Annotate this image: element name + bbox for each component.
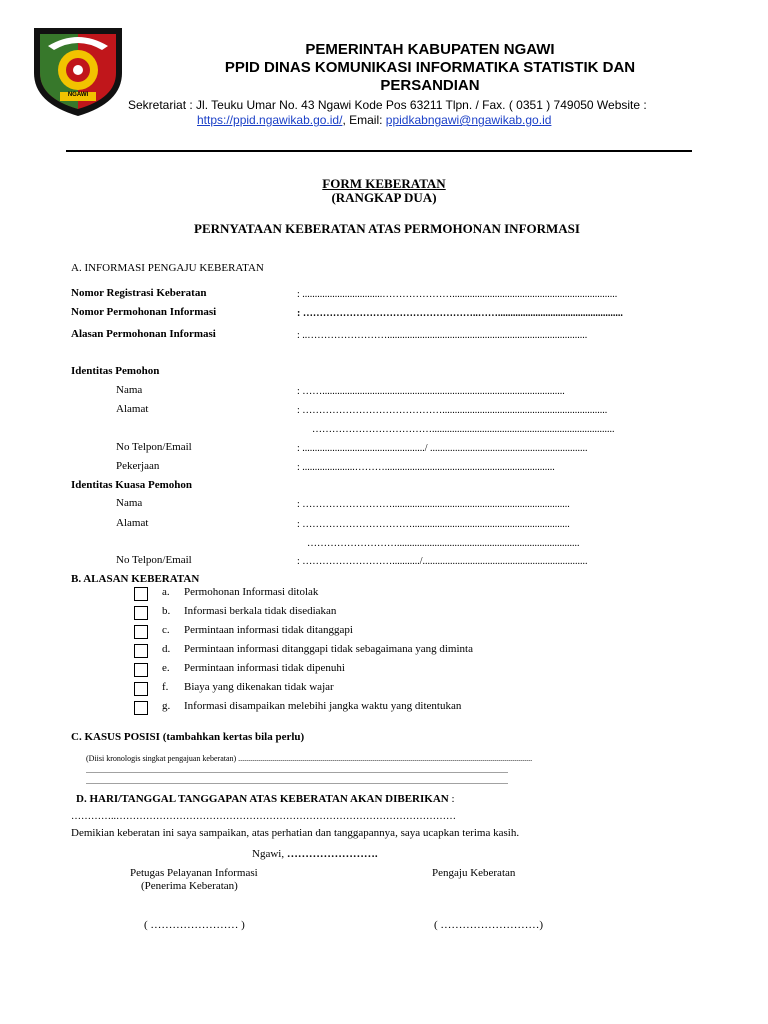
section-d-heading: D. HARI/TANGGAL TANGGAPAN ATAS KEBERATAN AKAN DIBERIKAN <box>76 793 449 805</box>
reason-text-b: Informasi berkala tidak disediakan <box>184 605 337 617</box>
section-b-heading: B. ALASAN KEBERATAN <box>71 573 200 585</box>
ngawi-crest-icon <box>28 18 128 118</box>
reason-text-f: Biaya yang dikenakan tidak wajar <box>184 681 334 693</box>
kuasa-nama-label: Nama <box>116 497 143 509</box>
signature-left-field[interactable]: ( …………………… ) <box>144 919 245 931</box>
website-link[interactable]: https://ppid.ngawikab.go.id/ <box>197 113 343 127</box>
checkbox-reason-b[interactable] <box>134 606 148 620</box>
reason-text-e: Permintaan informasi tidak dipenuhi <box>184 662 345 674</box>
reason-letter-a: a. <box>162 586 170 598</box>
header-line1: PEMERINTAH KABUPATEN NGAWI <box>305 41 555 58</box>
kuasa-telp-field[interactable]: : ……………………….........../.................................................................. <box>297 556 588 567</box>
header-line3: PERSANDIAN <box>380 77 480 94</box>
kuasa-heading: Identitas Kuasa Pemohon <box>71 479 193 491</box>
statement-title: PERNYATAAN KEBERATAN ATAS PERMOHONAN INFORMASI <box>194 221 580 236</box>
section-c-note[interactable]: (Diisi kronologis singkat pengajuan keberatan) ................................................................................................................................................... <box>86 754 533 763</box>
reason-text-g: Informasi disampaikan melebihi jangka waktu yang ditentukan <box>184 700 462 712</box>
place-date-label: Ngawi, <box>252 848 287 860</box>
checkbox-reason-e[interactable] <box>134 663 148 677</box>
section-a-heading: A. INFORMASI PENGAJU KEBERATAN <box>71 262 264 274</box>
section-c-heading: C. KASUS POSISI (tambahkan kertas bila perlu) <box>71 731 305 743</box>
email-label: , Email: <box>342 113 386 127</box>
section-d-field[interactable]: …………..………………………………………………………………………………………… <box>71 811 456 822</box>
checkbox-reason-a[interactable] <box>134 587 148 601</box>
signature-right-title: Pengaju Keberatan <box>432 867 516 879</box>
registrasi-label: Nomor Registrasi Keberatan <box>71 287 207 299</box>
kuasa-alamat-field-2[interactable]: ………………………......................................................................... <box>307 538 580 549</box>
pemohon-pekerjaan-label: Pekerjaan <box>116 460 160 472</box>
pemohon-telp-field[interactable]: : ................................................./ ............................................................... <box>297 443 588 454</box>
header-line2: PPID DINAS KOMUNIKASI INFORMATIKA STATISTIK DAN <box>224 59 636 76</box>
pemohon-pekerjaan-field[interactable]: : .....................……….................................................................... <box>297 462 555 473</box>
pemohon-alamat-field[interactable]: : …………………………………….................................................................. <box>297 405 608 416</box>
pemohon-telp-label: No Telpon/Email <box>116 441 192 453</box>
place-date <box>252 848 378 860</box>
reason-text-a: Permohonan Informasi ditolak <box>184 586 319 598</box>
signature-right-field[interactable]: ( ………………………) <box>434 919 544 931</box>
reason-letter-g: g. <box>162 700 171 712</box>
header-contact <box>197 113 551 127</box>
reason-text-c: Permintaan informasi tidak ditanggapi <box>184 624 353 636</box>
pemohon-heading: Identitas Pemohon <box>71 365 160 377</box>
section-d-colon: : <box>448 793 455 805</box>
pemohon-alamat-label: Alamat <box>116 403 149 415</box>
reason-text-d: Permintaan informasi ditanggapi tidak sebagaimana yang diminta <box>184 643 473 655</box>
reason-letter-e: e. <box>162 662 170 674</box>
pemohon-nama-label: Nama <box>116 384 143 396</box>
form-title: FORM KEBERATAN <box>322 176 446 191</box>
header-divider <box>66 150 692 152</box>
section-c-line3[interactable]: ................................................................................................................................................................................................................... <box>86 777 508 786</box>
section-c-line2[interactable]: ................................................................................................................................................................................................................... <box>86 766 508 775</box>
checkbox-reason-f[interactable] <box>134 682 148 696</box>
header-address: Sekretariat : Jl. Teuku Umar No. 43 Ngawi Kode Pos 63211 Tlpn. / Fax. ( 0351 ) 749050 Website : <box>128 98 647 112</box>
checkbox-reason-c[interactable] <box>134 625 148 639</box>
kuasa-telp-label: No Telpon/Email <box>116 554 192 566</box>
signature-left-title: Petugas Pelayanan Informasi <box>130 867 258 879</box>
permohonan-field[interactable]: : ……………………………………………..…….................................................. <box>297 308 623 319</box>
closing-text: Demikian keberatan ini saya sampaikan, atas perhatian dan tanggapannya, saya ucapkan terima kasih. <box>71 827 520 839</box>
kuasa-nama-field[interactable]: : ………………………....................................................................... <box>297 499 570 510</box>
registrasi-field[interactable]: : ................................………………….................................................................. <box>297 289 618 300</box>
reason-letter-b: b. <box>162 605 171 617</box>
ngawi-logo <box>28 18 128 118</box>
logo-text: NGAWI <box>67 92 89 98</box>
place-date-field[interactable]: ……………………. <box>286 848 378 860</box>
pemohon-alamat-field-2[interactable]: ………………………………......................................................................... <box>312 424 615 435</box>
checkbox-reason-d[interactable] <box>134 644 148 658</box>
signature-left-sub: (Penerima Keberatan) <box>141 880 238 892</box>
alasan-label: Alasan Permohonan Informasi <box>71 328 216 340</box>
permohonan-label: Nomor Permohonan Informasi <box>71 306 217 318</box>
form-copies: (RANGKAP DUA) <box>331 190 437 205</box>
email-link[interactable]: ppidkabngawi@ngawikab.go.id <box>385 113 552 127</box>
kuasa-alamat-field[interactable]: : ……………………………............................................................... <box>297 519 570 530</box>
checkbox-reason-g[interactable] <box>134 701 148 715</box>
reason-letter-d: d. <box>162 643 171 655</box>
pemohon-nama-field[interactable]: : ……................................................................................................. <box>297 386 565 397</box>
reason-letter-f: f. <box>162 681 169 693</box>
section-d-heading-row <box>76 793 455 805</box>
reason-letter-c: c. <box>162 624 170 636</box>
kuasa-alamat-label: Alamat <box>116 517 149 529</box>
alasan-field[interactable]: : ..……………………................................................................................ <box>297 330 588 341</box>
